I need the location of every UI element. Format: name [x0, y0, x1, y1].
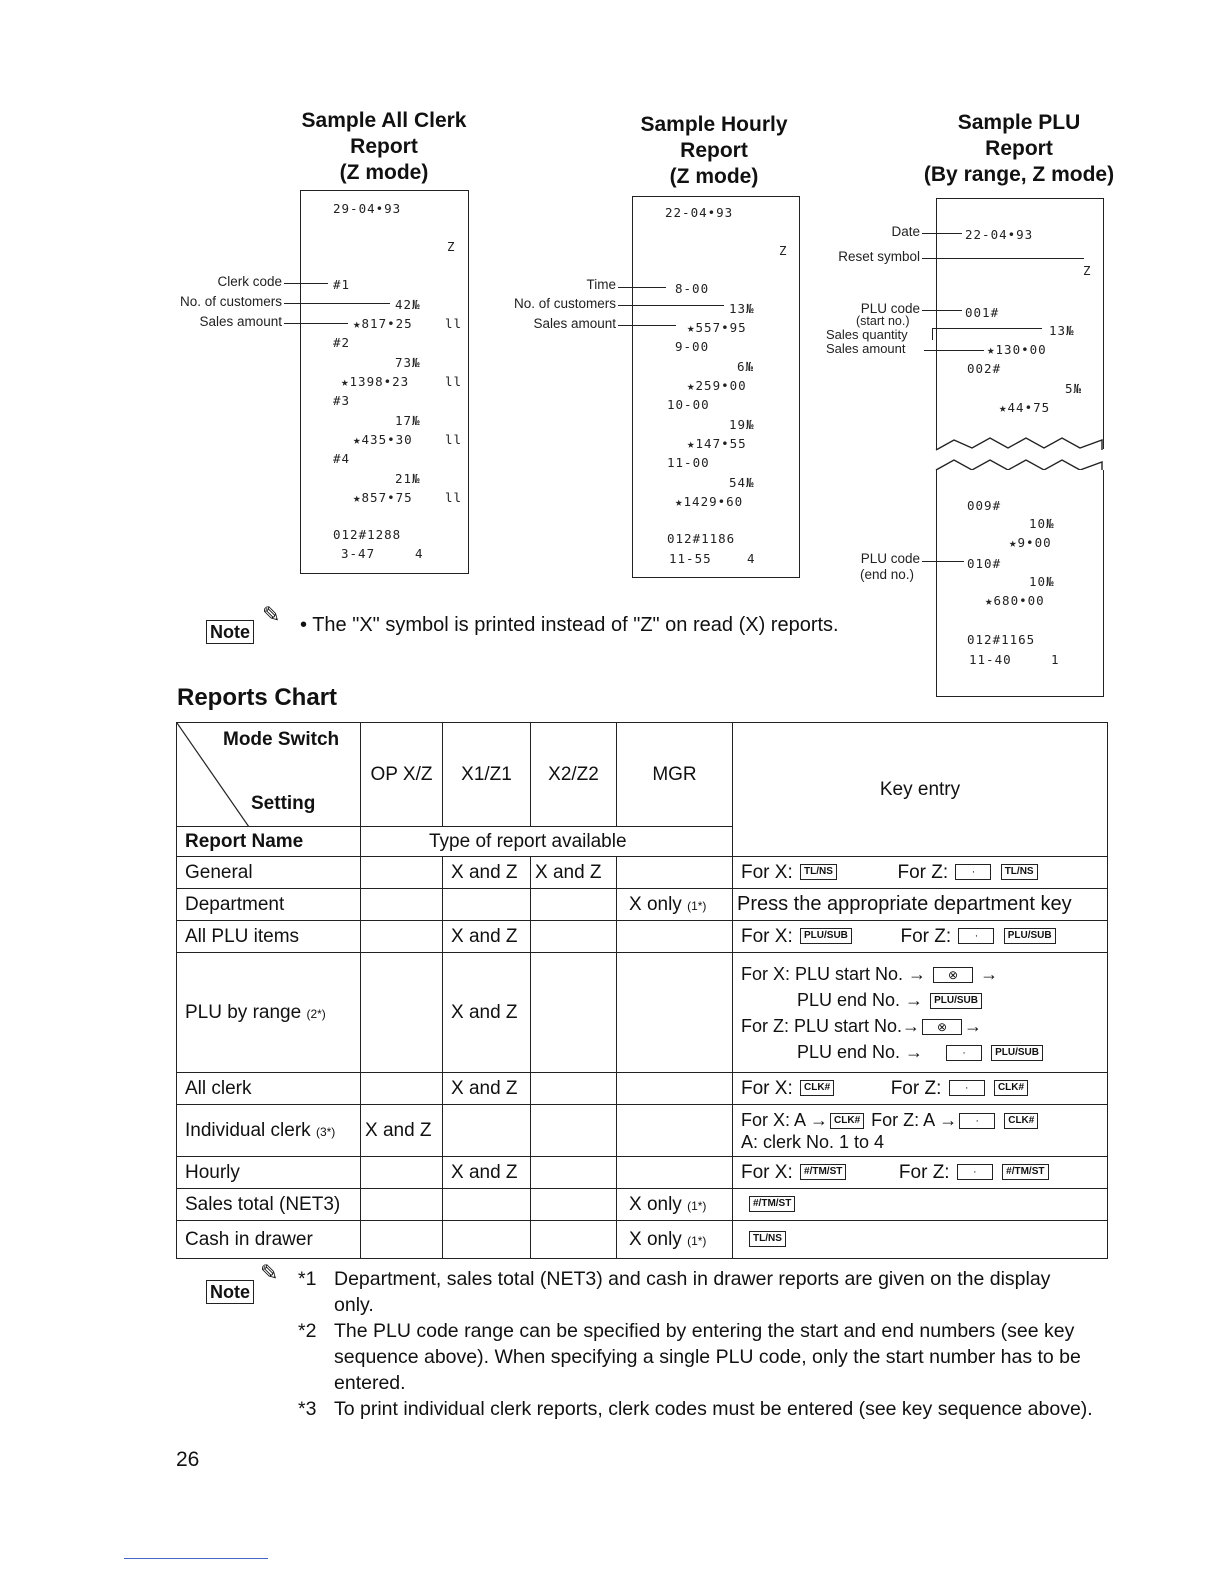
report-name-header: Report Name — [177, 827, 361, 857]
header-corner: Mode Switch Setting — [177, 723, 361, 827]
table-row: General X and Z X and Z For X: TL/NS For Z: · TL/NS — [177, 857, 1108, 889]
plu-date-label: Date — [891, 224, 920, 239]
mode-key-icon: · — [957, 1164, 993, 1180]
multiply-key-icon: ⊗ — [933, 967, 973, 983]
table-row: Cash in drawer X only (1*) TL/NS — [177, 1221, 1108, 1259]
table-row: Sales total (NET3) X only (1*) #/TM/ST — [177, 1189, 1108, 1221]
hourly-receipt: 22-04•93 Z 8-00 13№ ★557•95 9-00 6№ ★259•00 10-00 19№ ★147•55 11-00 54№ ★1429•60 012#1186 11-55 4 — [632, 196, 800, 578]
mode-key-icon: · — [955, 864, 991, 880]
plu-code-start-label: PLU code — [860, 301, 920, 316]
plu-sub-key-icon: PLU/SUB — [800, 928, 852, 944]
note-badge-1: Note — [206, 620, 254, 644]
table-row: Individual clerk (3*) X and Z For X: A → CLK# For Z: A → · CLK# A: clerk No. 1 to 4 — [177, 1105, 1108, 1157]
plu-sales-qty-label: Sales quantity — [826, 327, 908, 342]
mode-key-icon: · — [949, 1080, 985, 1096]
plu-sub-key-icon: PLU/SUB — [991, 1045, 1043, 1061]
note-badge-2: Note — [206, 1280, 254, 1304]
plu-sub-key-icon: PLU/SUB — [1004, 928, 1056, 944]
clerk-sales-label: Sales amount — [199, 314, 282, 329]
table-row: Hourly X and Z For X: #/TM/ST For Z: · #/TM/ST — [177, 1157, 1108, 1189]
clerk-receipt: 29-04•93 Z #1 42№ ★817•25 ll #2 73№ ★1398•23 ll #3 17№ ★435•30 ll #4 21№ ★857•75 ll 012#1288 3-47 4 — [300, 190, 469, 574]
plu-sales-amt-label: Sales amount — [826, 341, 906, 356]
table-row: All PLU items X and Z For X: PLU/SUB For Z: · PLU/SUB — [177, 921, 1108, 953]
pencil-icon: ✎ — [260, 1260, 279, 1285]
plu-start-no-label: (start no.) — [856, 314, 910, 328]
mode-key-icon: · — [959, 1113, 995, 1129]
ntst-key-icon: #/TM/ST — [800, 1164, 846, 1180]
col-mgr: MGR — [617, 723, 733, 827]
clerk-report-title: Sample All Clerk Report (Z mode) — [301, 109, 467, 184]
hourly-sales-label: Sales amount — [533, 316, 616, 331]
note-1-text: • The "X" symbol is printed instead of "Z" on read (X) reports. — [300, 614, 839, 636]
hourly-report-title: Sample Hourly Report (Z mode) — [640, 113, 788, 188]
mode-key-icon: · — [946, 1045, 982, 1061]
clerk-customers-label: No. of customers — [179, 294, 282, 309]
bottom-rule — [124, 1558, 268, 1559]
tlns-key-icon: TL/NS — [1001, 864, 1038, 880]
hourly-time-label: Time — [586, 277, 616, 292]
clk-key-icon: CLK# — [1004, 1113, 1038, 1129]
clk-key-icon: CLK# — [994, 1080, 1028, 1096]
ntst-key-icon: #/TM/ST — [1002, 1164, 1048, 1180]
receipt-tear-top — [934, 432, 1106, 454]
footnote-2: *2 The PLU code range can be specified by entering the start and end numbers (see key sequence above). When specifying a single PLU code, only the start number has to be entered. — [298, 1320, 1081, 1394]
footnote-3: *3 To print individual clerk reports, clerk codes must be entered (see key sequence above). — [298, 1398, 1093, 1420]
col-key-entry: Key entry — [733, 723, 1108, 857]
table-row: PLU by range (2*) X and Z For X: PLU start No. → ⊗ → PLU end No. → PLU/SUB For Z: PLU start No.→ ⊗ → PLU end No. → · PLU/SUB — [177, 953, 1108, 1073]
plu-end-no-label: (end no.) — [860, 567, 915, 582]
table-row: All clerk X and Z For X: CLK# For Z: · CLK# — [177, 1073, 1108, 1105]
tlns-key-icon: TL/NS — [800, 864, 837, 880]
reports-chart-table — [176, 722, 1108, 1259]
mode-key-icon: · — [958, 928, 994, 944]
plu-report-title: Sample PLU Report (By range, Z mode) — [923, 111, 1115, 186]
type-available-header: Type of report available — [361, 827, 733, 857]
col-x2: X2/Z2 — [531, 723, 617, 827]
clk-key-icon: CLK# — [800, 1080, 834, 1096]
plu-code-end-label: PLU code — [860, 551, 920, 566]
table-row: Department X only (1*) Press the appropriate department key — [177, 889, 1108, 921]
clk-key-icon: CLK# — [830, 1113, 864, 1129]
plu-reset-label: Reset symbol — [838, 249, 920, 264]
col-op: OP X/Z — [361, 723, 443, 827]
multiply-key-icon: ⊗ — [922, 1019, 962, 1035]
col-x1: X1/Z1 — [443, 723, 531, 827]
hourly-customers-label: No. of customers — [513, 296, 616, 311]
plu-receipt-top: 22-04•93 Z 001# 13№ ★130•00 002# 5№ ★44•75 — [936, 198, 1104, 449]
footnote-1: *1 Department, sales total (NET3) and cash in drawer reports are given on the display only. — [298, 1268, 1051, 1316]
ntst-key-icon: #/TM/ST — [749, 1196, 795, 1212]
page-number: 26 — [176, 1448, 200, 1471]
pencil-icon: ✎ — [262, 602, 281, 627]
reports-chart-heading: Reports Chart — [177, 684, 338, 711]
clerk-code-label: Clerk code — [217, 274, 282, 289]
tlns-key-icon: TL/NS — [749, 1231, 786, 1247]
plu-receipt-bottom: 009# 10№ ★9•00 010# 10№ ★680•00 012#1165 11-40 1 — [936, 470, 1104, 697]
plu-sub-key-icon: PLU/SUB — [930, 993, 982, 1009]
